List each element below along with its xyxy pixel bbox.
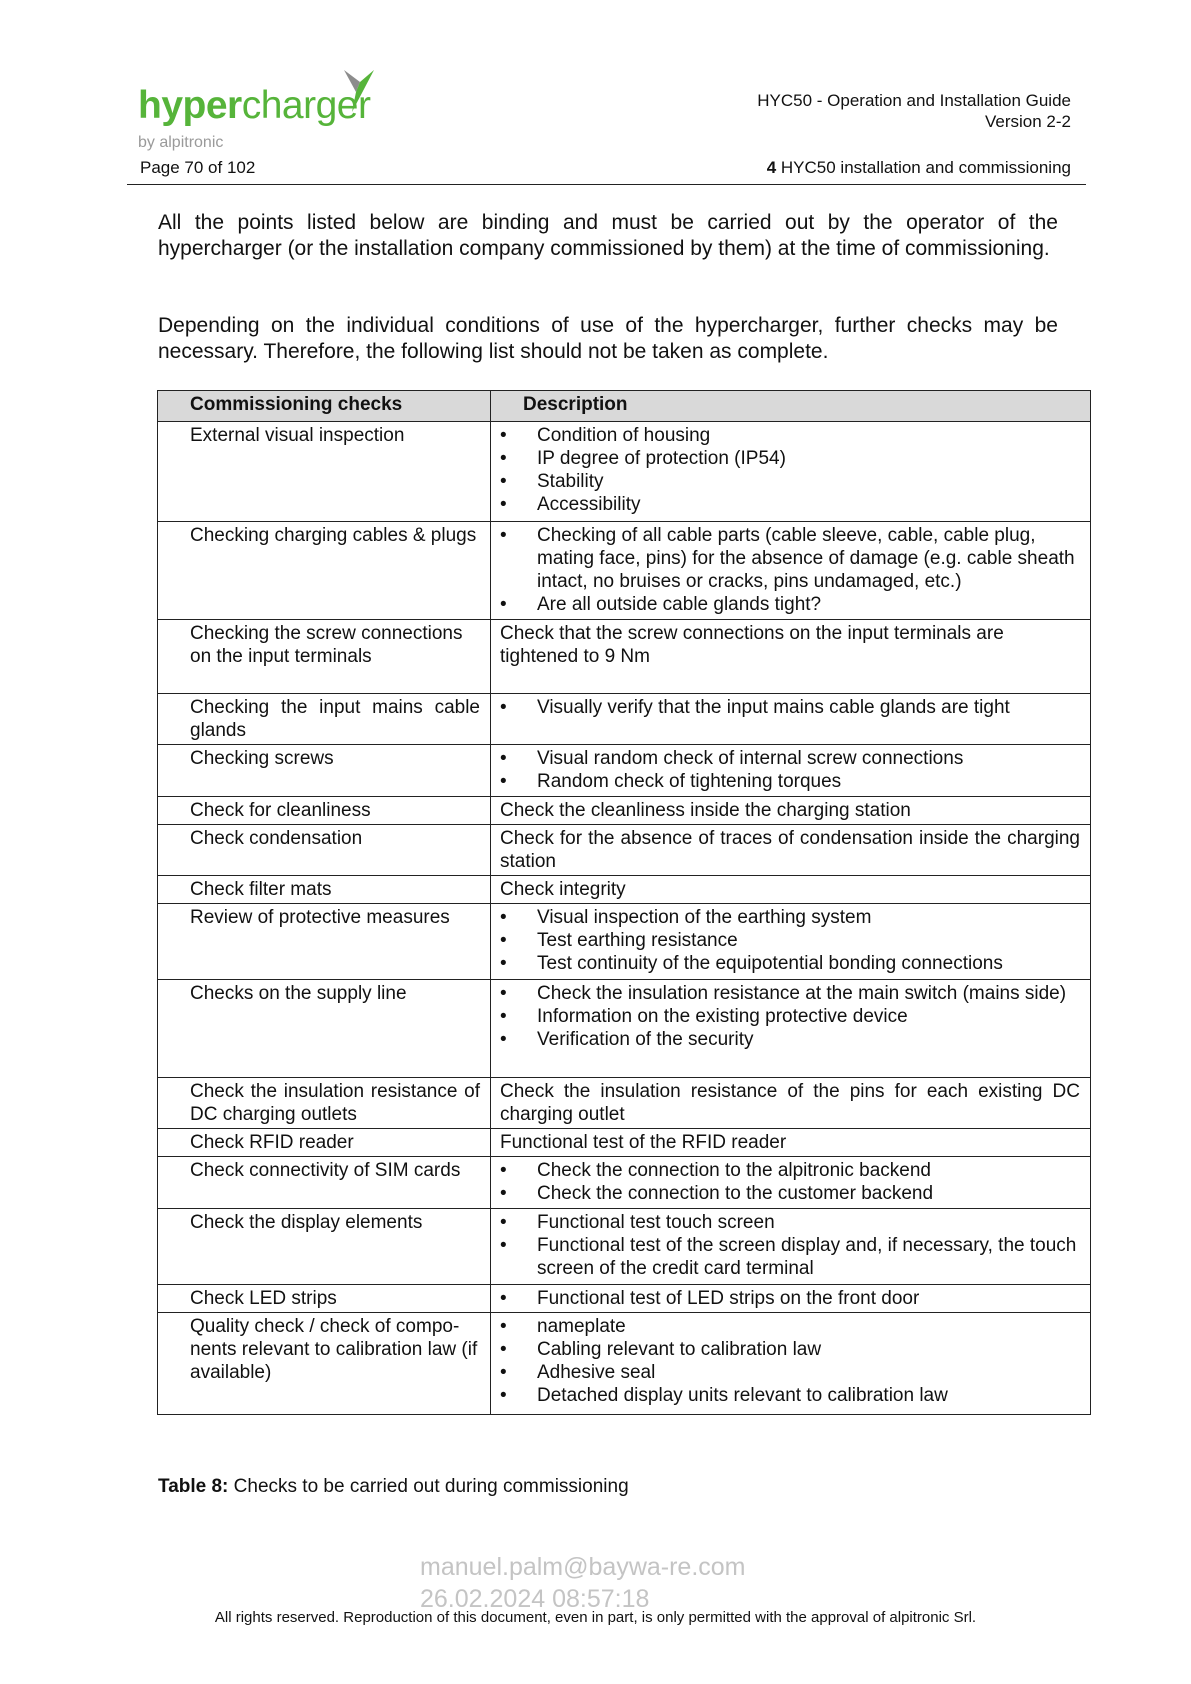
- check-name-cell: Check LED strips: [158, 1285, 491, 1313]
- check-name-cell: Checks on the supply line: [158, 980, 491, 1078]
- check-name-cell: Check RFID reader: [158, 1129, 491, 1157]
- description-bullet-list: [500, 696, 1080, 719]
- leaf-icon: [338, 68, 378, 114]
- commissioning-checks-table: [157, 390, 1091, 1415]
- description-bullet-list: [500, 524, 1080, 616]
- table-row: [158, 1078, 1091, 1129]
- table-header-row: [158, 391, 1091, 422]
- description-cell: [491, 1209, 1091, 1285]
- table-caption: [158, 1476, 629, 1498]
- hypercharger-logo: [138, 68, 388, 158]
- check-name-cell: Quality check / check of compo-nents relevant to calibration law (if available): [158, 1313, 491, 1415]
- list-item: • Verification of the security: [500, 1028, 1080, 1051]
- caption-label: Table 8:: [158, 1476, 229, 1497]
- header-description: Description: [491, 391, 1091, 422]
- table-row: [158, 904, 1091, 980]
- list-item: • Check the connection to the customer backend: [500, 1182, 1080, 1205]
- check-name-cell: Check filter mats: [158, 876, 491, 904]
- description-cell: Check the insulation resistance of the pins for each existing DC charging outlet: [491, 1078, 1091, 1129]
- list-item: • Adhesive seal: [500, 1361, 1080, 1384]
- list-item: • Checking of all cable parts (cable sleeve, cable, cable plug, mating face, pins) for the absence of damage (e.g. cable sheath intact, no bruises or cracks, pins undamaged, etc.): [500, 524, 1080, 593]
- logo-byline: by alpitronic: [138, 134, 224, 151]
- check-name-cell: Check condensation: [158, 825, 491, 876]
- list-item: • Visually verify that the input mains cable glands are tight: [500, 696, 1080, 719]
- list-item: • Stability: [500, 470, 1080, 493]
- page-number: Page 70 of 102: [140, 158, 256, 177]
- table-row: [158, 1209, 1091, 1285]
- description-cell: Check that the screw connections on the input terminals are tightened to 9 Nm: [491, 620, 1091, 694]
- check-name-cell: Checking the input mains cable glands: [158, 694, 491, 745]
- table-row: [158, 522, 1091, 620]
- list-item: • Check the connection to the alpitronic backend: [500, 1159, 1080, 1182]
- table-row: [158, 745, 1091, 797]
- description-bullet-list: [500, 1211, 1080, 1280]
- check-name-cell: Check the display elements: [158, 1209, 491, 1285]
- description-cell: Check the cleanliness inside the charging station: [491, 797, 1091, 825]
- description-cell: [491, 1285, 1091, 1313]
- description-bullet-list: [500, 1159, 1080, 1205]
- description-cell: [491, 745, 1091, 797]
- description-bullet-list: [500, 982, 1080, 1051]
- table-row: [158, 620, 1091, 694]
- list-item: • Accessibility: [500, 493, 1080, 516]
- description-cell: [491, 422, 1091, 522]
- chapter-title: HYC50 installation and commissioning: [780, 158, 1071, 177]
- table-row: [158, 1313, 1091, 1415]
- list-item: • Check the insulation resistance at the main switch (mains side): [500, 982, 1080, 1005]
- chapter-heading: [767, 158, 1071, 178]
- description-bullet-list: [500, 424, 1080, 516]
- check-name-cell: Check the insulation resistance of DC charging outlets: [158, 1078, 491, 1129]
- table-row: [158, 422, 1091, 522]
- list-item: • nameplate: [500, 1315, 1080, 1338]
- logo-wordmark: hypercharger: [138, 84, 371, 127]
- list-item: • Test continuity of the equipotential bonding connections: [500, 952, 1080, 975]
- list-item: • Random check of tightening torques: [500, 770, 1080, 793]
- table-row: [158, 1129, 1091, 1157]
- chapter-number: 4: [766, 158, 777, 177]
- header-commissioning-checks: Commissioning checks: [158, 391, 491, 422]
- list-item: • Cabling relevant to calibration law: [500, 1338, 1080, 1361]
- table-row: [158, 694, 1091, 745]
- header-divider: [127, 184, 1086, 185]
- list-item: • Test earthing resistance: [500, 929, 1080, 952]
- description-bullet-list: [500, 906, 1080, 975]
- list-item: • Detached display units relevant to calibration law: [500, 1384, 1080, 1407]
- description-cell: Check for the absence of traces of condensation inside the charging station: [491, 825, 1091, 876]
- watermark-email: manuel.palm@baywa-re.com: [420, 1553, 746, 1581]
- check-name-cell: Checking the screw connections on the input terminals: [158, 620, 491, 694]
- list-item: • Functional test of LED strips on the front door: [500, 1287, 1080, 1310]
- list-item: • Are all outside cable glands tight?: [500, 593, 1080, 616]
- check-name-cell: Checking screws: [158, 745, 491, 797]
- description-cell: [491, 904, 1091, 980]
- list-item: • Visual inspection of the earthing system: [500, 906, 1080, 929]
- list-item: • Information on the existing protective device: [500, 1005, 1080, 1028]
- table-row: [158, 797, 1091, 825]
- check-name-cell: Checking charging cables & plugs: [158, 522, 491, 620]
- table-row: [158, 876, 1091, 904]
- description-bullet-list: [500, 1315, 1080, 1407]
- intro-paragraph-2: Depending on the individual conditions of use of the hypercharger, further checks may be necessary. Therefore, the following list should not be taken as complete.: [158, 314, 1058, 363]
- footer-copyright: All rights reserved. Reproduction of this document, even in part, is only permitted with the approval of alpitronic Srl.: [214, 1609, 977, 1626]
- table-row: [158, 1157, 1091, 1209]
- description-cell: [491, 1157, 1091, 1209]
- list-item: • Functional test touch screen: [500, 1211, 1080, 1234]
- document-title: HYC50 - Operation and Installation Guide: [757, 91, 1071, 110]
- description-cell: Functional test of the RFID reader: [491, 1129, 1091, 1157]
- table-row: [158, 825, 1091, 876]
- list-item: • IP degree of protection (IP54): [500, 447, 1080, 470]
- check-name-cell: External visual inspection: [158, 422, 491, 522]
- document-version: Version 2-2: [985, 112, 1071, 131]
- watermark-timestamp: 26.02.2024 08:57:18: [420, 1585, 650, 1613]
- list-item: • Visual random check of internal screw connections: [500, 747, 1080, 770]
- header-title-block: [757, 90, 1071, 132]
- list-item: • Functional test of the screen display and, if necessary, the touch screen of the credit card terminal: [500, 1234, 1080, 1280]
- check-name-cell: Check for cleanliness: [158, 797, 491, 825]
- table-row: [158, 980, 1091, 1078]
- intro-paragraph-1: All the points listed below are binding and must be carried out by the operator of the hypercharger (or the installation company commissioned by them) at the time of commissioning.: [158, 211, 1058, 260]
- description-cell: [491, 980, 1091, 1078]
- check-name-cell: Check connectivity of SIM cards: [158, 1157, 491, 1209]
- table-row: [158, 1285, 1091, 1313]
- caption-text: Checks to be carried out during commissioning: [233, 1476, 629, 1497]
- description-cell: Check integrity: [491, 876, 1091, 904]
- check-name-cell: Review of protective measures: [158, 904, 491, 980]
- list-item: • Condition of housing: [500, 424, 1080, 447]
- description-cell: [491, 522, 1091, 620]
- description-bullet-list: [500, 747, 1080, 793]
- description-cell: [491, 694, 1091, 745]
- description-cell: [491, 1313, 1091, 1415]
- description-bullet-list: [500, 1287, 1080, 1310]
